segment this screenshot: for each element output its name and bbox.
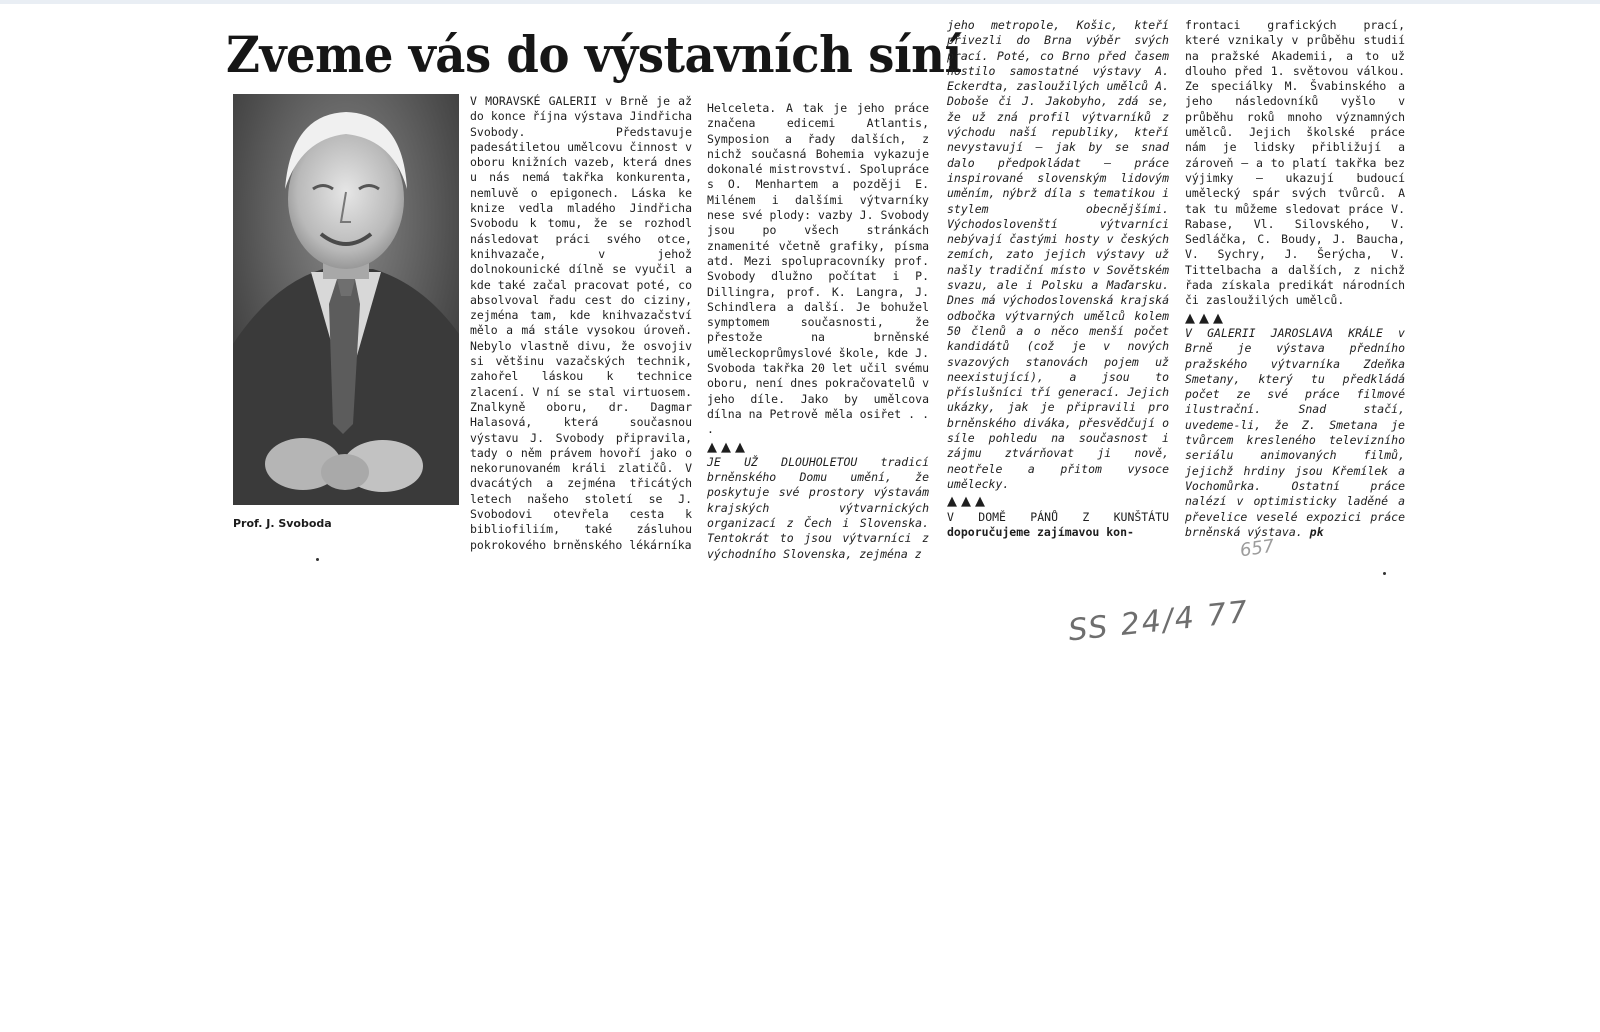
article-headline: Zveme vás do výstavních síní: [226, 25, 962, 84]
column-text: Helceleta. A tak je jeho práce značena edicemi Atlantis, Symposion a řady dalších, z nichž současná Bohemia vykazuje dokonalé mistrovství. Spolupráce s O. Menhartem a později E. Milénem i dalšími výtvarníky nese své plody: vazby J. Svobody jsou po všech stránkách znamenité včetně grafiky, písma atd. Mezi spolupracovníky prof. Svobody dlužno počítat i P. Dillingra, prof. K. Langra, J. Schindlera a další. Je bohužel symptomem současnosti, že přestože na brněnské uměleckoprůmyslové škole, kde J. Svoboda takřka 20 let učil svému oboru, není dnes pokračovatelů v jeho díle. Jako by umělcova dílna na Petrově měla osiřet . . .: [707, 101, 929, 437]
article-column-3: [947, 18, 1169, 540]
section-lead: JE UŽ DLOUHOLETOU: [707, 454, 858, 469]
column-text: tradicí brněnského Domu umění, že poskytuje své prostory výstavám krajských výtvarnických organizací z Čech i Slovenska. Tentokrát to jsou výtvarníci z východního Slovenska, zejména z: [707, 454, 930, 561]
section-divider: ▲▲▲: [1185, 310, 1227, 326]
scan-top-edge: [0, 0, 1600, 4]
column-text: frontaci grafických prací, které vznikaly v průběhu studií na pražské Akademii, a to už dlouho před 1. světovou válkou. Ze speciálky M. Švabinského a jeho následovníků vyšlo v průběhu roků mnoho významných umělců. Jejich školské práce nám je lidsky přibližují a zároveň — a to platí takřka bez výjimky — ukazují budoucí umělecký spár svých tvůrců. A tak tu můžeme sledovat práce V. Rabase, Vl. Silovského, V. Sedláčka, C. Boudy, J. Baucha, V. Sychry, J. Šerýcha, V. Tittelbacha a dalších, z nichž řada získala predikát národních či zasloužilých umělců.: [1185, 18, 1405, 308]
section-lead: V GALERII JAROSLAVA KRÁLE: [1185, 325, 1383, 340]
column-text: jeho metropole, Košic, kteří přivezli do Brna výběr svých prací. Poté, co Brno před časem hostilo samostatné výstavy A. Eckerdta, zasloužilých umělců A. Doboše či J. Jakobyho, zdá se, že už zná profil výtvarníků z východu naší republiky, kteří nevystavují — jak by se snad dalo předpokládat — práce inspirované slovenským lidovým uměním, nýbrž díla s tematikou i stylem obecnějšími. Východoslovenští výtvarníci nebývají častými hosty v českých zemích, zato jejich výstavy už našly tradiční místo v Sovětském svazu, ale i Polsku a Maďarsku. Dnes má východoslovenská krajská odbočka výtvarných umělců kolem 50 členů a o něco menší počet kandidátů (což je v nových svazových stanovách pojem už neexistující), a jsou to příslušníci tří generací. Jejich ukázky, jak je připravili pro brněnského diváka, přesvědčují o síle pohledu na současnost i zájmu ztvárňovat ji nově, neotřele a přitom vysoce umělecky.: [947, 18, 1169, 491]
column-text: doporučujeme zajímavou kon-: [947, 524, 1134, 539]
article-column-2: [707, 101, 929, 562]
portrait-photo: [233, 94, 459, 505]
section-divider: ▲▲▲: [707, 439, 749, 455]
article-column-1: [470, 94, 692, 553]
author-signature: pk: [1309, 524, 1324, 539]
handwritten-date: SS 24/4 77: [1066, 594, 1251, 649]
handwritten-number: 657: [1238, 535, 1276, 562]
section-lead: V DOMĚ PÁNŮ Z KUNŠTÁTU: [947, 509, 1169, 524]
section-divider: ▲▲▲: [947, 494, 989, 510]
column-text: v Brně je až do konce října výstava Jindřicha Svobody. Představuje padesátiletou umělcovu činnost v oboru knižních vazeb, která dnes u nás nemá takřka konkurenta, nemluvě o epigonech. Láska ke knize vedla mladého Jindřicha Svobodu k tomu, že se rozhodl následovat práci svého otce, knihvazače, v jehož dolnokounické dílně se vyučil a kde také začal pracovat poté, co absolvoval řadu cest do ciziny, zejména tam, kde knihvazačství mělo a má stále vysokou úroveň. Nebylo vlastně divu, že osvojiv si většinu vazačských technik, zahořel láskou k technice zlacení. V ní se stal virtuosem. Znalkyně oboru, dr. Dagmar Halasová, která současnou výstavu J. Svobody připravila, tady o něm právem hovoří jako o nekorunovaném králi zlatičů. V dvacátých a zejména třicátých letech našeho století se J. Svobodovi otevřela cesta k bibliofiliím, také zásluhou pokrokového brněnského lékárníka: [470, 94, 692, 552]
section-lead: V MORAVSKÉ GALERII: [470, 94, 598, 108]
column-text: v Brně je výstava předního pražského výtvarníka Zdeňka Smetany, který tu předkládá počet ze své práce filmové ilustrační. Snad stačí, uvedeme-li, že Z. Smetana je tvůrcem kresleného televizního seriálu animovaných filmů, jejichž hrdiny jsou Křemílek a Vochomůrka. Ostatní práce nalézí v optimisticky laděné a převelice veselé expozici práce brněnská výstava.: [1185, 325, 1405, 539]
photo-caption: Prof. J. Svoboda: [233, 517, 332, 530]
scan-speck: [1383, 572, 1386, 575]
article-column-4: [1185, 18, 1405, 540]
scan-speck: [316, 558, 319, 561]
